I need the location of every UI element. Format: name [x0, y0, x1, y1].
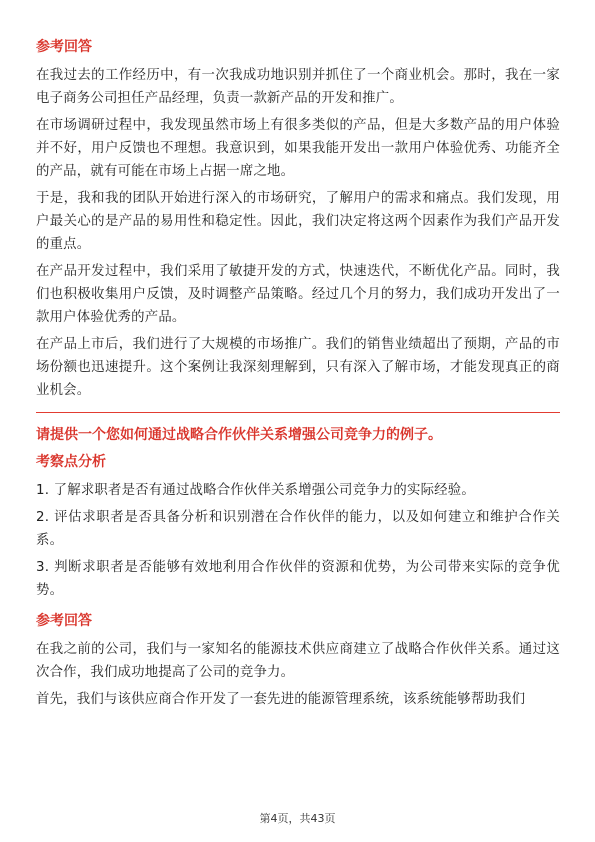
- analysis-item: 2. 评估求职者是否具备分析和识别潜在合作伙伴的能力，以及如何建立和维护合作关系。: [36, 510, 560, 548]
- page-content: [36, 38, 560, 715]
- answer-paragraph: 在我过去的工作经历中，有一次我成功地识别并抓住了一个商业机会。那时，我在一家电子商务公司担任产品经理，负责一款新产品的开发和推广。: [36, 68, 560, 106]
- analysis-item: 3. 判断求职者是否能够有效地利用合作伙伴的资源和优势，为公司带来实际的竞争优势。: [36, 560, 560, 598]
- analysis-heading: 考察点分析: [36, 454, 106, 470]
- answer-paragraph: 在我之前的公司，我们与一家知名的能源技术供应商建立了战略合作伙伴关系。通过这次合作，我们成功地提高了公司的竞争力。: [36, 642, 560, 680]
- section-divider: [36, 412, 560, 413]
- analysis-item: 1. 了解求职者是否有通过战略合作伙伴关系增强公司竞争力的实际经验。: [36, 483, 475, 498]
- answer-paragraph: 首先，我们与该供应商合作开发了一套先进的能源管理系统，该系统能够帮助我们: [36, 692, 526, 707]
- reference-answer-heading: 参考回答: [36, 39, 92, 55]
- page-number-footer: 第4页，共43页: [259, 812, 336, 825]
- reference-answer-heading: 参考回答: [36, 613, 92, 629]
- answer-paragraph: 在市场调研过程中，我发现虽然市场上有很多类似的产品，但是大多数产品的用户体验并不好，用户反馈也不理想。我意识到，如果我能开发出一款用户体验优秀、功能齐全的产品，就有可能在市场上占据一席之地。: [36, 118, 560, 179]
- answer-paragraph: 在产品开发过程中，我们采用了敏捷开发的方式，快速迭代，不断优化产品。同时，我们也积极收集用户反馈，及时调整产品策略。经过几个月的努力，我们成功开发出了一款用户体验优秀的产品。: [36, 264, 560, 325]
- answer-paragraph: 于是，我和我的团队开始进行深入的市场研究，了解用户的需求和痛点。我们发现，用户最关心的是产品的易用性和稳定性。因此，我们决定将这两个因素作为我们产品开发的重点。: [36, 191, 560, 252]
- answer-paragraph: 在产品上市后，我们进行了大规模的市场推广。我们的销售业绩超出了预期，产品的市场份额也迅速提升。这个案例让我深刻理解到，只有深入了解市场，才能发现真正的商业机会。: [36, 337, 560, 398]
- question-heading: 请提供一个您如何通过战略合作伙伴关系增强公司竞争力的例子。: [36, 427, 442, 443]
